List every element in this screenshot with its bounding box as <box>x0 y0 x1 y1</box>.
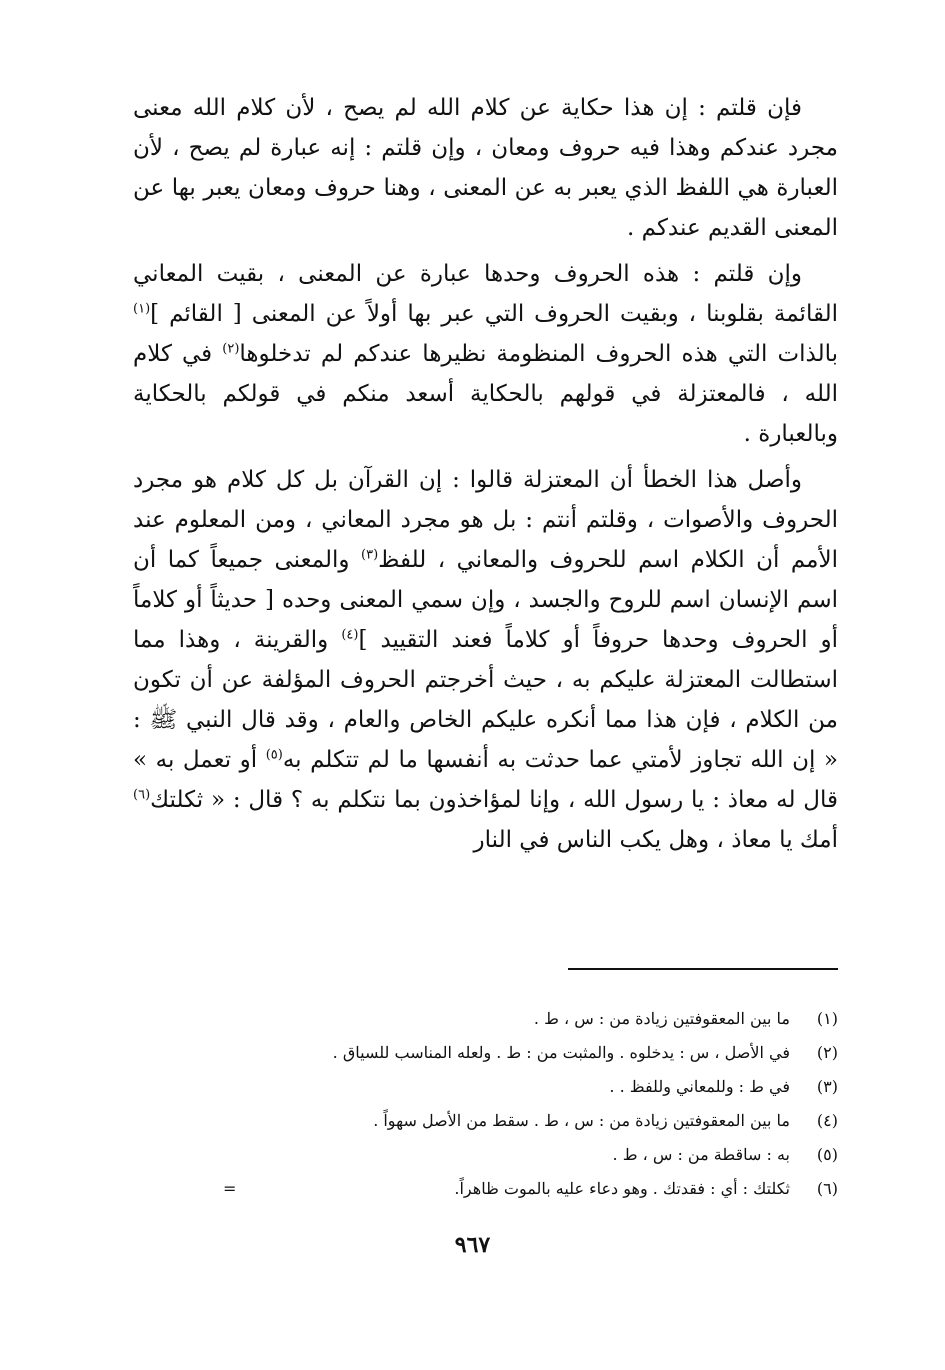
footnote-item <box>133 1138 838 1172</box>
footnote-item <box>133 1036 838 1070</box>
footnote-text: في ط : وللمعاني وللفظ . . <box>609 1077 790 1096</box>
footnote-number: (٤) <box>816 1111 838 1130</box>
footnote-marker[interactable]: (٢) <box>222 341 240 357</box>
footnote-text: ثكلتك : أي : فقدتك . وهو دعاء عليه بالموت ظاهراً. <box>454 1179 790 1198</box>
footnote-item <box>133 1002 838 1036</box>
text-segment: وإن قلتم : هذه الحروف وحدها عبارة عن المعنى ، بقيت المعاني القائمة بقلوبنا ، وبقيت الحروف التي عبر بها أولاً عن المعنى [ القائم ] <box>133 261 838 327</box>
paragraph <box>133 254 838 454</box>
footnote-marker[interactable]: (٣) <box>361 547 379 563</box>
footnote-text: به : ساقطة من : س ، ط . <box>612 1145 790 1164</box>
footnote-number: (١) <box>816 1009 838 1028</box>
continuation-mark: = <box>223 1179 237 1198</box>
footnote-text: ما بين المعقوفتين زيادة من : س ، ط . <box>533 1009 790 1028</box>
footnote-separator <box>568 968 838 970</box>
text-segment: بالذات التي هذه الحروف المنظومة نظيرها عندكم لم تدخلوها <box>239 341 839 367</box>
text-segment: وأصل هذا الخطأ أن المعتزلة قالوا : إن القرآن بل كل كلام هو مجرد الحروف والأصوات ، وقلتم أنتم : بل هو مجرد المعاني ، ومن المعلوم عند الأمم أن الكلام اسم للحروف والمعاني ، للفظ <box>133 467 838 573</box>
footnote-text: في الأصل ، س : يدخلوه . والمثبت من : ط . ولعله المناسب للسياق . <box>332 1043 790 1062</box>
footnote-item <box>133 1070 838 1104</box>
text-segment: أمك يا معاذ ، وهل يكب الناس في النار <box>473 827 838 853</box>
footnote-number: (٦) <box>816 1179 838 1198</box>
main-text <box>133 88 838 866</box>
text-segment: فإن قلتم : إن هذا حكاية عن كلام الله لم يصح ، لأن كلام الله معنى مجرد عندكم وهذا فيه حروف ومعان ، وإن قلتم : إنه عبارة لم يصح ، لأن العبارة هي اللفظ الذي يعبر به عن المعنى ، وهنا حروف ومعان يعبر بها عن المعنى القديم عندكم . <box>133 95 838 241</box>
footnote-marker[interactable]: (٤) <box>341 627 359 643</box>
footnote-item <box>133 1104 838 1138</box>
paragraph <box>133 460 838 860</box>
page-number: ٩٦٧ <box>454 1232 491 1258</box>
footnote-marker[interactable]: (٦) <box>133 787 151 803</box>
text-segment: والقرينة ، وهذا مما استطالت المعتزلة عليكم به ، حيث أخرجتم الحروف المؤلفة عن أن تكون من الكلام ، فإن هذا مما أنكره عليكم الخاص والعام ، وقد قال النبي ﷺ : « إن الله تجاوز لأمتي عما حدثت به أنفسها ما لم تتكلم به <box>133 627 838 773</box>
footnote-number: (٢) <box>816 1043 838 1062</box>
footnote-number: (٣) <box>816 1077 838 1096</box>
footnote-number: (٥) <box>816 1145 838 1164</box>
footnote-item <box>133 1172 838 1206</box>
footnote-text: ما بين المعقوفتين زيادة من : س ، ط . سقط من الأصل سهواً . <box>373 1111 790 1130</box>
footnote-marker[interactable]: (١) <box>133 301 151 317</box>
text-segment: أو تعمل به » قال له معاذ : يا رسول الله ، وإنا لمؤاخذون بما نتكلم به ؟ قال : « ثكلتك <box>133 747 838 813</box>
footnote-marker[interactable]: (٥) <box>265 747 283 763</box>
text-segment: في كلام الله ، فالمعتزلة في قولهم بالحكاية أسعد منكم في قولكم بالحكاية وبالعبارة . <box>133 341 838 447</box>
footnotes <box>133 1002 838 1206</box>
text-segment: والمعنى جميعاً كما أن اسم الإنسان اسم للروح والجسد ، وإن سمي المعنى وحده [ حديثاً أو كلاماً أو الحروف وحدها حروفاً أو كلاماً فعند التقييد ] <box>133 547 838 653</box>
paragraph <box>133 88 838 248</box>
